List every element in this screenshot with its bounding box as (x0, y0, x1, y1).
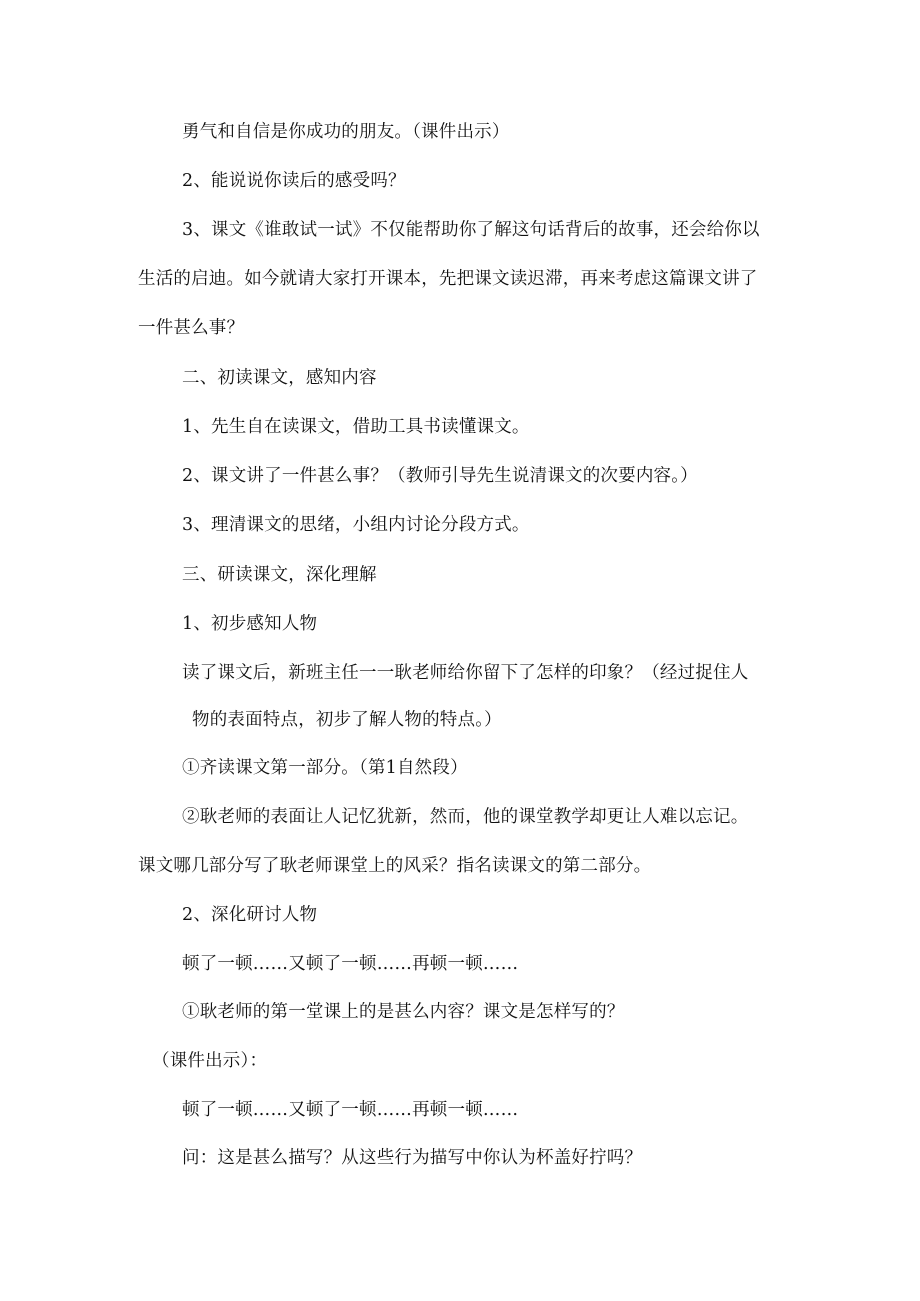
paragraph-line: 2、课文讲了一件甚么事？（教师引导先生说清课文的次要内容。） (182, 466, 698, 486)
paragraph-line: 问：这是甚么描写？从这些行为描写中你认为杯盖好拧吗？ (182, 1148, 643, 1168)
paragraph-line: ①耿老师的第一堂课上的是甚么内容？课文是怎样写的？ (182, 1002, 625, 1022)
section-heading: 二、初读课文，感知内容 (182, 368, 377, 388)
section-heading: 三、研读课文，深化理解 (182, 565, 377, 585)
paragraph-line: 读了课文后，新班主任一一耿老师给你留下了怎样的印象？（经过捉住人 (182, 663, 749, 683)
paragraph-line: 3、课文《谁敢试一试》不仅能帮助你了解这句话背后的故事，还会给你以 (182, 220, 760, 240)
paragraph-line: 生活的启迪。如今就请大家打开课本，先把课文读迟滞，再来考虑这篇课文讲了 (138, 269, 758, 289)
paragraph-line: 2、能说说你读后的感受吗？ (182, 171, 406, 191)
paragraph-line: 顿了一顿……又顿了一顿……再顿一顿…… (182, 954, 519, 974)
paragraph-line: 2、深化研讨人物 (182, 905, 318, 925)
paragraph-line: 物的表面特点，初步了解人物的特点。） (192, 710, 502, 730)
paragraph-line: 一件甚么事？ (138, 318, 245, 338)
paragraph-line: 1、初步感知人物 (182, 614, 318, 634)
paragraph-line: ②耿老师的表面让人记忆犹新，然而，他的课堂教学却更让人难以忘记。 (182, 807, 749, 827)
paragraph-line: （课件出示）： (152, 1051, 268, 1071)
paragraph-line: 1、先生自在读课文，借助工具书读懂课文。 (182, 417, 530, 437)
paragraph-line: ①齐读课文第一部分。（第1自然段） (182, 758, 468, 778)
paragraph-line: 勇气和自信是你成功的朋友。（课件出示） (182, 122, 510, 142)
paragraph-line: 3、理清课文的思绪，小组内讨论分段方式。 (182, 515, 530, 535)
paragraph-line: 顿了一顿……又顿了一顿……再顿一顿…… (182, 1100, 519, 1120)
paragraph-line: 课文哪几部分写了耿老师课堂上的风采？指名读课文的第二部分。 (138, 856, 652, 876)
